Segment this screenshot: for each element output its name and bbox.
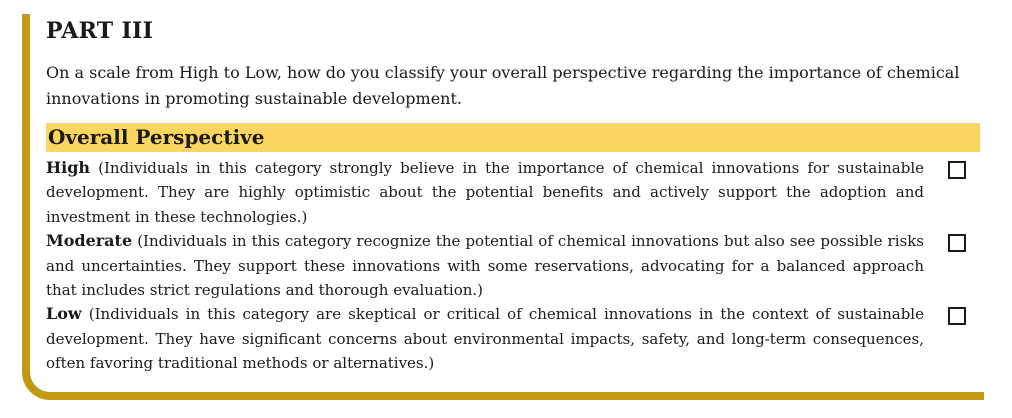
option-low-text bbox=[46, 302, 924, 375]
option-low bbox=[46, 302, 982, 375]
section-header-bar bbox=[46, 123, 980, 152]
option-moderate bbox=[46, 229, 982, 302]
option-low-description: (Individuals in this category are skeptical or critical of chemical innovations in the context of sustainable development. They have significant concerns about environmental impacts, safety, and long-term consequences, often favoring traditional methods or alternatives.) bbox=[46, 305, 924, 373]
part-title: PART III bbox=[46, 18, 154, 44]
checkbox-moderate[interactable] bbox=[948, 234, 966, 252]
option-high-text bbox=[46, 156, 924, 229]
question-text: On a scale from High to Low, how do you classify your overall perspective regarding the importance of chemical innovations in promoting sustainable development. bbox=[46, 63, 960, 108]
option-high-label: High bbox=[46, 158, 91, 177]
option-moderate-label: Moderate bbox=[46, 231, 133, 251]
option-low-label: Low bbox=[46, 304, 82, 324]
option-high bbox=[46, 156, 982, 229]
checkbox-high[interactable] bbox=[948, 161, 966, 179]
section-title: Overall Perspective bbox=[48, 125, 265, 149]
options-list bbox=[46, 156, 982, 376]
option-moderate-text bbox=[46, 229, 924, 302]
checkbox-low[interactable] bbox=[948, 307, 966, 325]
option-high-description: (Individuals in this category strongly believe in the importance of chemical innovations for sustainable development. They are highly optimistic about the potential benefits and actively support the adoption and investment in these technologies.) bbox=[46, 159, 924, 226]
option-moderate-description: (Individuals in this category recognize the potential of chemical innovations but also see possible risks and uncertainties. They support these innovations with some reservations, advocating for a balanced approach that includes strict regulations and thorough evaluation.) bbox=[46, 232, 924, 300]
